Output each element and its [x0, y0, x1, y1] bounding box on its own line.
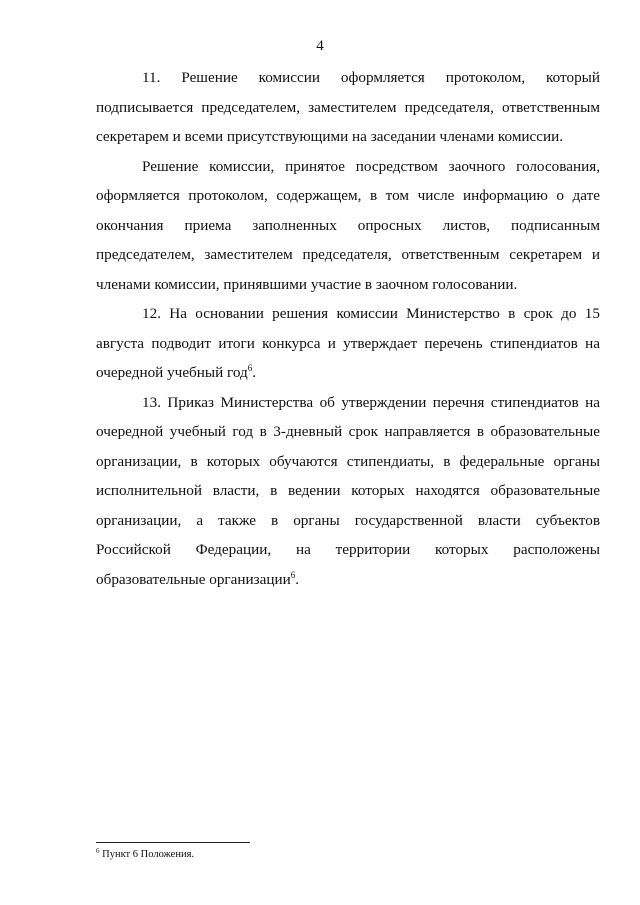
- paragraph-suffix: .: [252, 364, 257, 381]
- footnote-reference: 6: [290, 569, 296, 580]
- footnote-marker: 6: [96, 847, 100, 855]
- footnote-separator: [96, 842, 250, 843]
- paragraph-absentee-vote: [96, 152, 600, 300]
- footnote-text: Пункт 6 Положения.: [99, 849, 195, 860]
- paragraph-text: 11. Решение комиссии оформляется протоколом, который подписывается председателем, заместителем председателя, ответственным секретарем и всеми присутствующими на заседании членами комиссии.: [96, 69, 600, 145]
- footnote-reference: 6: [247, 363, 253, 373]
- paragraph-13: [96, 388, 600, 595]
- paragraph-suffix: .: [295, 570, 300, 588]
- document-body: [96, 63, 600, 594]
- footnote: [96, 848, 194, 862]
- page-number: 4: [316, 38, 324, 54]
- paragraph-12: [96, 299, 600, 388]
- paragraph-text: 13. Приказ Министерства об утверждении перечня стипендиатов на очередной учебный год в 3-дневный срок направляется в образовательные организации, в которых обучаются стипендиаты, в федеральные органы исполнительной власти, в ведении которых находятся образовательные организации, а также в органы государственной власти субъектов Российской Федерации, на территории которых расположены образовательные организации: [96, 393, 600, 588]
- paragraph-text: Решение комиссии, принятое посредством заочного голосования, оформляется протоколом, содержащем, в том числе информацию о дате окончания приема заполненных опросных листов, подписанным председателем, заместителем председателя, ответственным секретарем и членами комиссии, принявшими участие в заочном голосовании.: [96, 157, 600, 293]
- paragraph-text: 12. На основании решения комиссии Министерство в срок до 15 августа подводит итоги конкурса и утверждает перечень стипендиатов на очередной учебный год: [96, 305, 600, 381]
- paragraph-11: [96, 63, 600, 152]
